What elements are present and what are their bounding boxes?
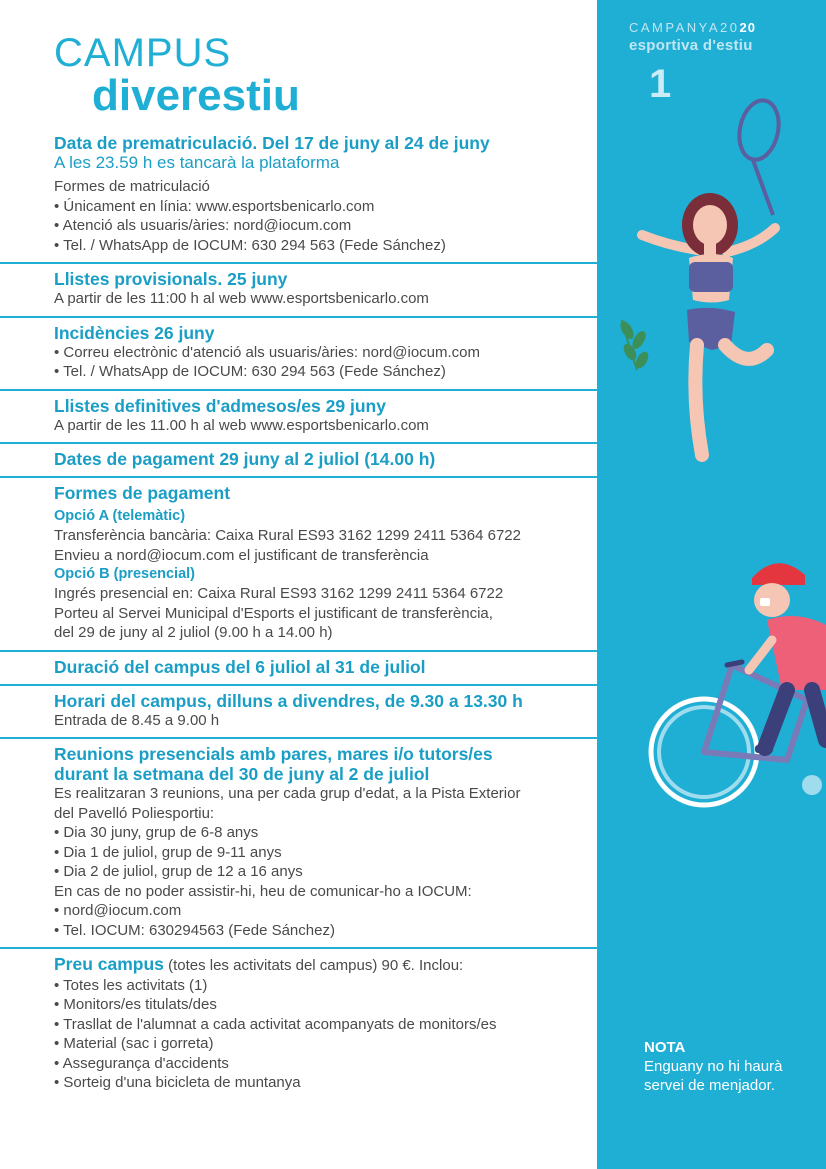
text-line: A partir de les 11.00 h al web www.esportsbenicarlo.com: [54, 416, 429, 434]
section-title: Preu campus: [54, 954, 164, 974]
note-title: NOTA: [644, 1039, 686, 1056]
text-line: • Únicament en línia: www.esportsbenicarlo.com: [54, 197, 375, 215]
text-line: • Tel. / WhatsApp de IOCUM: 630 294 563 (Fede Sánchez): [54, 363, 446, 380]
section-schedule: [0, 686, 597, 740]
text-line: Envieu a nord@iocum.com el justificant de transferència: [54, 546, 429, 564]
section-title: Llistes definitives d'admesos/es 29 juny: [54, 395, 386, 416]
section-title: Dates de pagament 29 juny al 2 juliol (14.00 h): [54, 449, 436, 469]
section-price: [0, 949, 597, 1100]
text-line: • nord@iocum.com: [54, 902, 182, 919]
note-text: Enguany no hi haurà servei de menjador.: [644, 1058, 783, 1094]
boy-cycling-illustration: [597, 0, 826, 1169]
text-line: • Monitors/es titulats/des: [54, 996, 217, 1013]
section-subtitle: A les 23.59 h es tancarà la plataforma: [54, 153, 340, 172]
campaign-label: CAMPANYA2020: [629, 20, 756, 35]
section-title: Reunions presencials amb pares, mares i/o tutors/es: [54, 744, 493, 764]
logo-line-2: diverestiu: [92, 71, 300, 120]
text-line: Es realitzaran 3 reunions, una per cada grup d'edat, a la Pista Exterior: [54, 785, 521, 802]
option-b-title: Opció B (presencial): [54, 566, 196, 582]
text-line: En cas de no poder assistir-hi, heu de comunicar-ho a IOCUM:: [54, 882, 472, 900]
text-line: • Sorteig d'una bicicleta de muntanya: [54, 1074, 301, 1091]
text-line: • Material (sac i gorreta): [54, 1035, 214, 1052]
section-title: Incidències 26 juny: [54, 322, 215, 343]
campaign-subtitle: esportiva d'estiu: [629, 37, 753, 54]
text-line: • Assegurança d'accidents: [54, 1054, 229, 1072]
text-line: • Atenció als usuaris/àries: nord@iocum.com: [54, 217, 352, 234]
section-payment-dates: [0, 444, 597, 478]
section-payment-methods: [0, 478, 597, 652]
section-provisional-lists: [0, 264, 597, 318]
text-line: del 29 de juny al 2 juliol (9.00 h a 14.00 h): [54, 624, 333, 641]
price-detail: (totes les activitats del campus) 90 €. Inclou:: [163, 957, 464, 974]
note-box: [644, 1038, 814, 1095]
section-title: Duració del campus del 6 juliol al 31 de juliol: [54, 656, 426, 677]
section-meetings: [0, 739, 597, 949]
campus-logo: [54, 32, 300, 118]
section-duration: [0, 652, 597, 686]
text-line: Transferència bancària: Caixa Rural ES93 3162 1299 2411 5364 6722: [54, 527, 521, 544]
text-line: Porteu al Servei Municipal d'Esports el justificant de transferència,: [54, 604, 493, 622]
text-line: • Totes les activitats (1): [54, 976, 208, 994]
text-line: • Tel. / WhatsApp de IOCUM: 630 294 563 (Fede Sánchez): [54, 236, 446, 254]
text-line: Formes de matriculació: [54, 178, 210, 195]
price-heading: [54, 954, 597, 976]
section-title: Horari del campus, dilluns a divendres, de 9.30 a 13.30 h: [54, 690, 523, 711]
text-line: • Dia 2 de juliol, grup de 12 a 16 anys: [54, 863, 303, 880]
section-title: durant la setmana del 30 de juny al 2 de juliol: [54, 764, 430, 784]
section-incidences: [0, 318, 597, 391]
text-line: • Tel. IOCUM: 630294563 (Fede Sánchez): [54, 921, 335, 939]
logo-line-1: CAMPUS: [54, 31, 232, 75]
campaign-number: 1: [649, 62, 672, 106]
section-title: Llistes provisionals. 25 juny: [54, 269, 288, 289]
text-line: Ingrés presencial en: Caixa Rural ES93 3162 1299 2411 5364 6722: [54, 585, 504, 602]
text-line: • Dia 30 juny, grup de 6-8 anys: [54, 824, 259, 841]
text-line: • Dia 1 de juliol, grup de 9-11 anys: [54, 843, 282, 861]
text-line: Entrada de 8.45 a 9.00 h: [54, 711, 220, 729]
section-prematriculation: [0, 128, 597, 264]
section-title: Formes de pagament: [54, 483, 231, 503]
sidebar: [597, 0, 826, 1169]
section-title: Data de prematriculació. Del 17 de juny al 24 de juny: [54, 133, 490, 153]
text-line: • Trasllat de l'alumnat a cada activitat acompanyats de monitors/es: [54, 1015, 497, 1033]
main-content: [0, 128, 597, 1100]
text-line: del Pavelló Poliesportiu:: [54, 804, 215, 822]
option-a-title: Opció A (telemàtic): [54, 508, 186, 524]
text-line: • Correu electrònic d'atenció als usuaris/àries: nord@iocum.com: [54, 343, 481, 361]
section-definitive-lists: [0, 391, 597, 445]
text-line: A partir de les 11:00 h al web www.esportsbenicarlo.com: [54, 290, 429, 307]
